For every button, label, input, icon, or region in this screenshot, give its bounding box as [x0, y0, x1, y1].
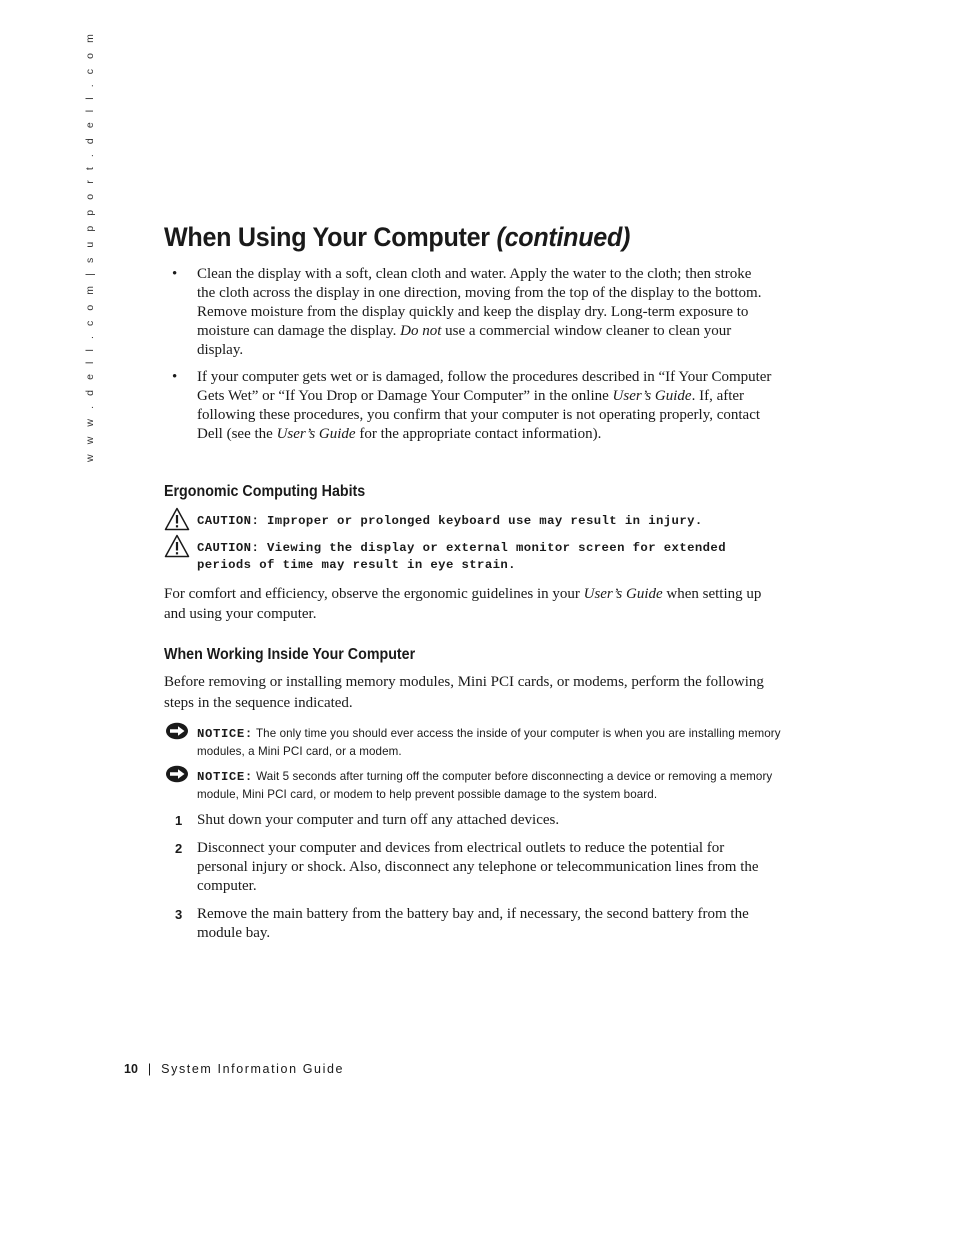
list-item-text-part: use a commercial window cleaner to clean your display. — [197, 323, 732, 358]
step-text: Shut down your computer and turn off any attached devices. — [197, 812, 560, 828]
list-item-text-part: If your computer gets wet or is damaged, follow the procedures described in “If Your Computer Gets Wet” or “If You Drop or Damage Your Computer” in the online — [197, 369, 772, 404]
notice-arrow-icon — [165, 722, 189, 740]
emphasis-text: Do not — [400, 323, 442, 339]
list-item-text-part: . If, after following these procedures, you confirm that your computer is not operating properly, contact Dell (see the — [197, 388, 761, 442]
section-heading-ergonomics: Ergonomic Computing Habits — [164, 483, 366, 500]
notice-body: The only time you should ever access the inside of your computer is when you are installing memory modules, a Mini PCI card, or a modem. — [197, 727, 781, 758]
notice-label: NOTICE: — [197, 770, 253, 784]
list-item-text — [197, 368, 772, 444]
intro-paragraph: Before removing or installing memory modules, Mini PCI cards, or modems, perform the following steps in the sequence indicated. — [164, 674, 764, 711]
notice-body: Wait 5 seconds after turning off the computer before disconnecting a device or removing a memory module, Mini PCI card, or modem to help prevent possible damage to the system board. — [197, 770, 773, 801]
step-number: 3 — [175, 907, 183, 922]
footer-separator: | — [147, 1062, 152, 1076]
step-text: Disconnect your computer and devices from electrical outlets to reduce the potential for personal injury or shock. Also, disconnect any telephone or telecommunication lines from the computer. — [197, 840, 759, 894]
sidebar-website-url: w w w . d e l l . c o m | s u p p o r t . d e l l . c o m — [84, 30, 96, 462]
step-number: 2 — [175, 841, 183, 856]
page-footer — [124, 1062, 344, 1076]
footer-guide-title: System Information Guide — [161, 1062, 345, 1076]
step-number: 1 — [175, 813, 183, 828]
step-text: Remove the main battery from the battery bay and, if necessary, the second battery from the module bay. — [197, 906, 749, 941]
notice-text — [197, 768, 782, 803]
emphasis-text: User’s Guide — [612, 388, 692, 404]
page-title-main: When Using Your Computer — [164, 222, 490, 252]
paragraph-text-part: For comfort and efficiency, observe the ergonomic guidelines in your — [164, 586, 584, 602]
caution-triangle-icon — [164, 534, 190, 558]
page-title — [164, 222, 630, 253]
bullet-marker: • — [172, 266, 178, 282]
list-item-text-part: Clean the display with a soft, clean cloth and water. Apply the water to the cloth; then stroke the cloth across the display in one direction, moving from the top of the display to the bottom. Remove moisture from the display quickly and keep the display dry. Long-term exposure to moisture can damage the display. — [197, 266, 762, 339]
caution-triangle-icon — [164, 507, 190, 531]
notice-label: NOTICE: — [197, 727, 253, 741]
page-title-continued: (continued) — [496, 222, 631, 252]
notice-text — [197, 725, 782, 760]
emphasis-text: User’s Guide — [583, 586, 663, 602]
section-heading-working-inside: When Working Inside Your Computer — [164, 646, 416, 663]
emphasis-text: User’s Guide — [276, 426, 356, 442]
caution-text: CAUTION: Viewing the display or external monitor screen for extended periods of time may result in eye strain. — [197, 541, 726, 572]
notice-arrow-icon — [165, 765, 189, 783]
bullet-marker: • — [172, 369, 178, 385]
page-number: 10 — [124, 1062, 138, 1076]
paragraph-text-part: when setting up and using your computer. — [164, 586, 762, 622]
list-item-text-part: for the appropriate contact information). — [355, 426, 602, 442]
ergonomics-paragraph — [164, 584, 776, 624]
list-item-text — [197, 265, 772, 360]
caution-text: CAUTION: Improper or prolonged keyboard use may result in injury. — [197, 514, 703, 528]
